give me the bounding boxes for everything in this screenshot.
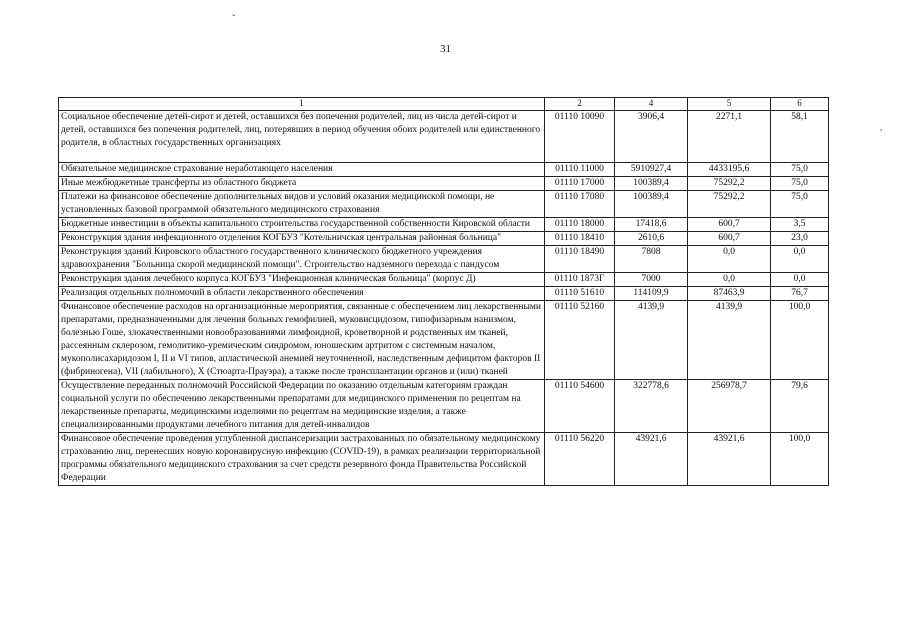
- row-name: Финансовое обеспечение проведения углубленной диспансеризации застрахованных по обязательному медицинскому страхованию лиц, перенесших новую коронавирусную инфекцию (COVID-19), в рамках реализации территориальной программы обязательного медицинского страхования за счет средств резервного фонда Правительства Российской Федерации: [59, 433, 545, 486]
- row-code: 01110 11000: [545, 163, 615, 177]
- row-actual: 87463,9: [688, 287, 771, 301]
- row-plan: 2610,6: [615, 232, 688, 246]
- row-percent: 0,0: [771, 246, 829, 273]
- row-percent: 76,7: [771, 287, 829, 301]
- row-name: Осуществление переданных полномочий Российской Федерации по оказанию отдельным категориям граждан социальной услуги по обеспечению лекарственными препаратами для медицинского применения по рецептам на лекарственные препараты, медицинскими изделиями по рецептам на медицинские изделия, а также специализированными продуктами лечебного питания для детей-инвалидов: [59, 380, 545, 433]
- row-plan: 100389,4: [615, 177, 688, 191]
- table-row: [59, 218, 829, 232]
- table-row: [59, 433, 829, 486]
- row-plan: 43921,6: [615, 433, 688, 486]
- table-row: [59, 273, 829, 287]
- row-name: Платежи на финансовое обеспечение дополнительных видов и условий оказания медицинской помощи, не установленных базовой программой обязательного медицинского страхования: [59, 191, 545, 218]
- row-code: 01110 18410: [545, 232, 615, 246]
- budget-table: [58, 97, 829, 486]
- table-row: [59, 177, 829, 191]
- table-row: [59, 246, 829, 273]
- row-percent: 100,0: [771, 433, 829, 486]
- row-actual: 4139,9: [688, 301, 771, 380]
- row-plan: 3906,4: [615, 111, 688, 163]
- stray-dot: ,: [880, 122, 883, 132]
- row-actual: 2271,1: [688, 111, 771, 163]
- row-code: 01110 10090: [545, 111, 615, 163]
- row-actual: 4433195,6: [688, 163, 771, 177]
- stray-mark: ˇ: [232, 14, 236, 25]
- header-col-6: 6: [771, 98, 829, 111]
- row-actual: 75292,2: [688, 191, 771, 218]
- row-name: Финансовое обеспечение расходов на организационные мероприятия, связанные с обеспечением лиц лекарственными препаратами, предназначенными для лечения больных гемофилией, муковисцидозом, гипофизарным нанизмом, болезнью Гоше, злокачественными новообразованиями лимфоидной, кроветворной и родственных им тканей, рассеянным склерозом, гемолитико-уремическим синдромом, юношеским артритом с системным началом, мукополисахаридозом I, II и VI типов, апластической анемией неуточненной, наследственным дефицитом факторов II (фибриногена), VII (лабильного), X (Стюарта-Прауэра), а также после трансплантации органов и (или) тканей: [59, 301, 545, 380]
- table-header-row: [59, 98, 829, 111]
- table-row: [59, 191, 829, 218]
- row-actual: 75292,2: [688, 177, 771, 191]
- row-plan: 17418,6: [615, 218, 688, 232]
- row-code: 01110 18000: [545, 218, 615, 232]
- row-percent: 0,0: [771, 273, 829, 287]
- row-percent: 23,0: [771, 232, 829, 246]
- row-plan: 7808: [615, 246, 688, 273]
- row-name: Реконструкция здания лечебного корпуса КОГБУЗ "Инфекционная клиническая больница" (корпус Д): [59, 273, 545, 287]
- row-plan: 5910927,4: [615, 163, 688, 177]
- row-name: Иные межбюджетные трансферты из областного бюджета: [59, 177, 545, 191]
- row-name: Бюджетные инвестиции в объекты капитального строительства государственной собственности Кировской области: [59, 218, 545, 232]
- header-col-1: 1: [59, 98, 545, 111]
- header-col-2: 2: [545, 98, 615, 111]
- row-code: 01110 18490: [545, 246, 615, 273]
- row-percent: 100,0: [771, 301, 829, 380]
- table-row: [59, 380, 829, 433]
- row-code: 01110 17080: [545, 191, 615, 218]
- row-percent: 75,0: [771, 191, 829, 218]
- row-code: 01110 54600: [545, 380, 615, 433]
- row-actual: 600,7: [688, 218, 771, 232]
- row-percent: 75,0: [771, 177, 829, 191]
- page-number: 31: [440, 43, 451, 55]
- header-col-4: 4: [615, 98, 688, 111]
- row-percent: 58,1: [771, 111, 829, 163]
- row-code: 01110 1873Г: [545, 273, 615, 287]
- row-actual: 256978,7: [688, 380, 771, 433]
- table-row: [59, 232, 829, 246]
- row-name: Обязательное медицинское страхование неработающего населения: [59, 163, 545, 177]
- table-row: [59, 111, 829, 163]
- table-row: [59, 301, 829, 380]
- row-actual: 0,0: [688, 273, 771, 287]
- row-plan: 114109,9: [615, 287, 688, 301]
- row-code: 01110 51610: [545, 287, 615, 301]
- row-name: Реконструкция зданий Кировского областного государственного клинического бюджетного учреждения здравоохранения "Больница скорой медицинской помощи". Строительство надземного перехода с пандусом: [59, 246, 545, 273]
- row-name: Социальное обеспечение детей-сирот и детей, оставшихся без попечения родителей, лиц из числа детей-сирот и детей, оставшихся без попечения родителей, лиц, потерявших в период обучения обоих родителей или единственного родителя, в областных государственных организациях: [59, 111, 545, 163]
- row-percent: 75,0: [771, 163, 829, 177]
- row-code: 01110 17000: [545, 177, 615, 191]
- row-plan: 100389,4: [615, 191, 688, 218]
- row-actual: 600,7: [688, 232, 771, 246]
- row-name: Реконструкция здания инфекционного отделения КОГБУЗ "Котельничская центральная районная больница": [59, 232, 545, 246]
- row-plan: 7000: [615, 273, 688, 287]
- row-percent: 79,6: [771, 380, 829, 433]
- row-actual: 43921,6: [688, 433, 771, 486]
- row-name: Реализация отдельных полномочий в области лекарственного обеспечения: [59, 287, 545, 301]
- header-col-5: 5: [688, 98, 771, 111]
- row-plan: 4139,9: [615, 301, 688, 380]
- row-actual: 0,0: [688, 246, 771, 273]
- row-plan: 322778,6: [615, 380, 688, 433]
- table-row: [59, 163, 829, 177]
- row-code: 01110 56220: [545, 433, 615, 486]
- row-percent: 3,5: [771, 218, 829, 232]
- row-code: 01110 52160: [545, 301, 615, 380]
- table-row: [59, 287, 829, 301]
